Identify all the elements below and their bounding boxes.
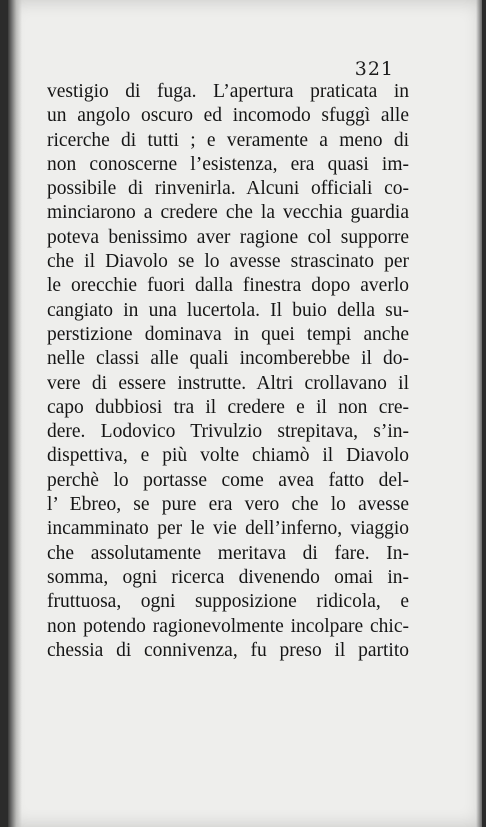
text-line: ricerche di tutti ; e veramente a meno di: [47, 129, 409, 151]
text-line: che assolutamente meritava di fare. In-: [47, 542, 409, 564]
text-line: dere. Lodovico Trivulzio strepitava, s’in-: [47, 421, 409, 443]
book-page: [8, 0, 482, 827]
text-line: minciarono a credere che la vecchia guardia: [47, 202, 409, 224]
text-line: dispettiva, e più volte chiamò il Diavolo: [47, 445, 409, 467]
text-line: poteva benissimo aver ragione col supporre: [47, 226, 409, 248]
text-line: non potendo ragionevolmente incolpare chic-: [47, 615, 409, 637]
body-text: [47, 80, 409, 663]
text-line: fruttuosa, ogni supposizione ridicola, e: [47, 591, 409, 613]
text-line: un angolo oscuro ed incomodo sfuggì alle: [47, 105, 409, 127]
text-line: somma, ogni ricerca divenendo omai in-: [47, 566, 409, 588]
text-line: perchè lo portasse come avea fatto del-: [47, 469, 409, 491]
text-line: non conoscerne l’esistenza, era quasi im-: [47, 153, 409, 175]
text-line: perstizione dominava in quei tempi anche: [47, 323, 409, 345]
text-line: cangiato in una lucertola. Il buio della su-: [47, 299, 409, 321]
page-number: 321: [354, 58, 394, 80]
text-line: chessia di connivenza, fu preso il partito: [47, 639, 409, 661]
text-line: vere di essere instrutte. Altri crollavano il: [47, 372, 409, 394]
page-edge-shadow: [476, 0, 482, 827]
text-line: l’ Ebreo, se pure era vero che lo avesse: [47, 494, 409, 516]
text-line: incamminato per le vie dell’inferno, viaggio: [47, 518, 409, 540]
text-line: possibile di rinvenirla. Alcuni officiali co-: [47, 178, 409, 200]
text-line: capo dubbiosi tra il credere e il non cre-: [47, 396, 409, 418]
text-line: vestigio di fuga. L’apertura praticata in: [47, 81, 409, 102]
binding-shadow: [8, 0, 22, 827]
text-line: che il Diavolo se lo avesse strascinato per: [47, 251, 409, 273]
text-line: le orecchie fuori dalla finestra dopo averlo: [47, 275, 409, 297]
text-line: nelle classi alle quali incomberebbe il do-: [47, 348, 409, 370]
